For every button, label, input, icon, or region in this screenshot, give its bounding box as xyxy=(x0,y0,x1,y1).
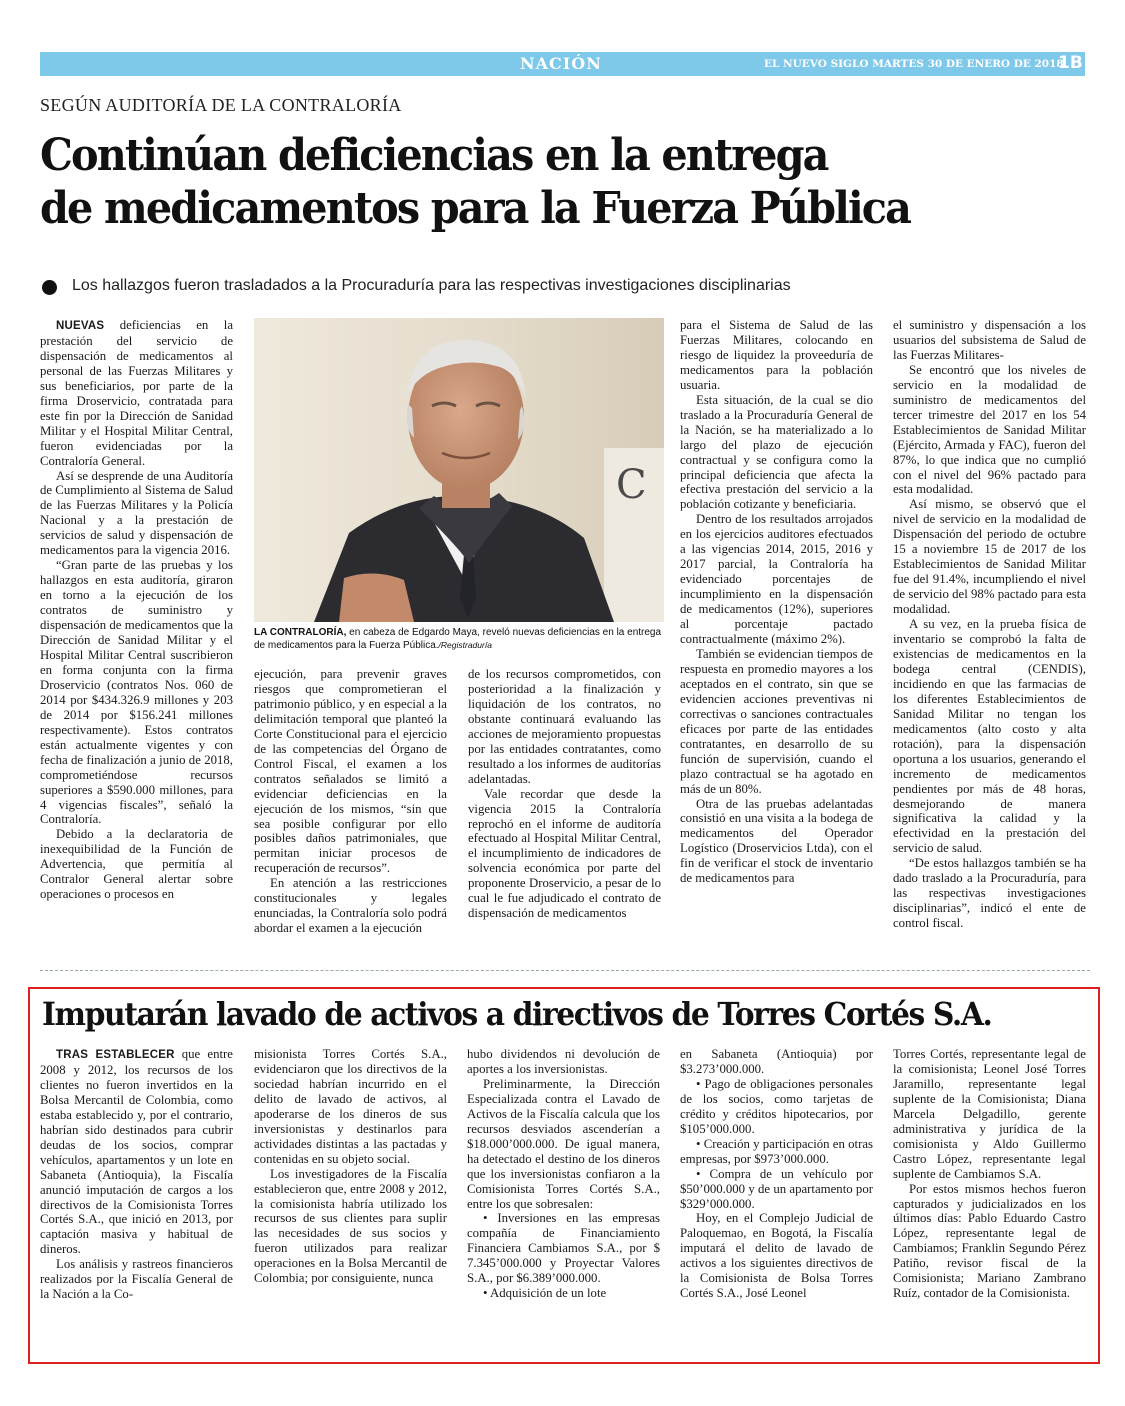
portrait-image xyxy=(254,318,664,622)
article-column-3 xyxy=(468,667,661,963)
paragraph: para el Sistema de Salud de las Fuerzas Militares, colocando en riesgo de liquidez la proveeduría de medicamentos para la población usuaria. xyxy=(680,318,873,392)
headline-line-1: Continúan deficiencias en la entrega xyxy=(40,130,828,181)
photo-caption xyxy=(254,626,664,652)
section-name: NACIÓN xyxy=(520,54,602,73)
paragraph: Los análisis y rastreos financieros realizados por la Fiscalía General de la Nación a la Co- xyxy=(40,1257,233,1302)
lead-word: TRAS ESTABLECER xyxy=(56,1049,175,1061)
paragraph: Se encontró que los niveles de servicio en la modalidad de suministro de medicamentos del tercer trimestre del 2017 en los 54 Establecimientos de Sanidad Militar (Ejército, Armada y FAC), fueron del 87%, lo que indica que no cumplió con el nivel del 96% pactado para esta modalidad. xyxy=(893,362,1086,497)
paragraph: • Compra de un vehículo por $50’000.000 y de un apartamento por $329’000.000. xyxy=(680,1166,873,1211)
headline xyxy=(40,130,1027,236)
paragraph: “De estos hallazgos también se ha dado traslado a la Procuraduría, para las respectivas investigaciones disciplinarias”, indicó el ente de control fiscal. xyxy=(893,856,1086,931)
paragraph: deficiencias en la prestación del servicio de dispensación de medicamentos al personal de las Fuerzas Militares y sus beneficiarios, por parte de la firma Droservicio, contratada para este fin por la Dirección de Sanidad Militar y el Hospital Militar Central, fueron evidenciadas por la Contraloría General. xyxy=(40,318,233,468)
second-article-column-4 xyxy=(680,1047,873,1352)
paragraph: Preliminarmente, la Dirección Especializada contra el Lavado de Activos de la Fiscalía calcula que los recursos desviados ascenderían a $18.000’000.000. De igual manera, ha detectado el destino de los dineros que los inversionistas confiaron a la Comisionista Torres Cortés S.A., entre los que sobresalen: xyxy=(467,1076,660,1211)
article-separator xyxy=(40,970,1090,971)
second-article-column-1 xyxy=(40,1047,233,1352)
headline-line-2: de medicamentos para la Fuerza Pública xyxy=(40,182,911,234)
article-column-4 xyxy=(680,318,873,963)
paragraph: • Adquisición de un lote xyxy=(483,1286,607,1301)
paragraph: • Creación y participación en otras empresas, por $973’000.000. xyxy=(680,1136,873,1166)
paragraph: Otra de las pruebas adelantadas consistió en una visita a la bodega de medicamentos del Operador Logístico (Droservicios Ltda), con el fin de verificar el stock de inventario de medicamentos para xyxy=(680,796,873,886)
paragraph: Dentro de los resultados arrojados en los ejercicios auditores efectuados a las vigencias 2014, 2015, 2016 y 2017 parcial, la Contraloría ha evidenciado porcentajes de incumplimiento en la dispensación de medicamentos (12%), superiores al porcentaje pactado contractualmente (máximo 2%). xyxy=(680,512,873,647)
bullet-icon xyxy=(42,280,57,295)
paragraph: Los investigadores de la Fiscalía establecieron que, entre 2008 y 2012, la comisionista habría utilizado los recursos de sus clientes para suplir las necesidades de sus socios y fueron utilizados para realizar operaciones en la Bolsa Mercantil de Colombia; por consiguiente, nunca xyxy=(254,1166,447,1286)
paragraph: Debido a la declaratoria de inexequibilidad de la Función de Advertencia, que permitía al Contralor General alertar sobre operaciones o procesos en xyxy=(40,827,233,902)
masthead-date: EL NUEVO SIGLO MARTES 30 DE ENERO DE 2018 xyxy=(764,58,1064,70)
paragraph: Hoy, en el Complejo Judicial de Paloquemao, en Bogotá, la Fiscalía imputará el delito de lavado de activos a los siguientes directivos de la Comisionista de Bolsa Torres Cortés S.A., José Leonel xyxy=(680,1211,873,1301)
paragraph: Torres Cortés, representante legal de la comisionista; Leonel José Torres Jaramillo, representante legal suplente de la Comisionista; Diana Marcela Delgadillo, gerente administrativa y jurídica de la comisionista y Aldo Guillermo Castro López, representante legal suplente de Cambiamos S.A. xyxy=(893,1047,1086,1181)
paragraph: Así mismo, se observó que el nivel de servicio en la modalidad de Dispensación del periodo de octubre 15 a noviembre 15 de 2017 de los Establecimientos de Sanidad Militar fue del 91.4%, incumpliendo el nivel de servicio del 98% pactado para esta modalidad. xyxy=(893,497,1086,617)
paragraph: También se evidencian tiempos de respuesta en promedio mayores a los aceptados en el contrato, sin que se evidencien acciones preventivas ni correctivas o sanciones contractuales eficaces por parte de las entidades contratantes, en desarrollo de su función de supervisión, cuando el plazo contractual se ha agotado en más de un 80%. xyxy=(680,646,873,796)
paragraph: hubo dividendos ni devolución de aportes a los inversionistas. xyxy=(467,1047,660,1076)
paragraph: que entre 2008 y 2012, los recursos de los clientes no fueron invertidos en la Bolsa Mercantil de Colombia, como estaba establecido y, por el contrario, habrían sido destinados para cubrir deudas de los socios, comprar vehículos, apartamentos y un lote en Sabaneta (Antioquia), la Fiscalía anunció imputación de cargos a los directivos de la Comisionista Torres Cortés S.A., que inició en 2013, por captación masiva y habitual de dineros. xyxy=(40,1047,233,1257)
second-article-column-3 xyxy=(467,1047,660,1352)
caption-text: en cabeza de Edgardo Maya, reveló nuevas deficiencias en la entrega de medicamentos para la Fuerza Pública. xyxy=(254,627,662,651)
contralor-photo xyxy=(254,318,664,622)
paragraph: el suministro y dispensación a los usuarios del subsistema de Salud de las Fuerzas Militares- xyxy=(893,318,1086,362)
paragraph: Por estos mismos hechos fueron capturados y judicializados en los últimos días: Pablo Eduardo Castro López, representante legal de Cambiamos; Franklin Segundo Pérez Patiño, revisor fiscal de la Comisionista; Mariano Zambrano Ruíz, contador de la Comisionista. xyxy=(893,1181,1086,1301)
paragraph: en Sabaneta (Antioquia) por $3.273’000.000. xyxy=(680,1047,873,1076)
article-column-5 xyxy=(893,318,1086,963)
paragraph: Vale recordar que desde la vigencia 2015 la Contraloría reprochó en el informe de auditoría efectuado al Hospital Militar Central, el incumplimiento de indicadores de solvencia económica por parte del proponente Droservicio, a pesar de lo cual le fue adjudicado el contrato de dispensación de medicamentos xyxy=(468,786,661,921)
second-headline: Imputarán lavado de activos a directivos de Torres Cortés S.A. xyxy=(42,995,992,1033)
lead-word: NUEVAS xyxy=(56,320,105,332)
paragraph: A su vez, en la prueba física de inventario se comprobó la falta de existencias de medicamentos en la bodega central (CENDIS), incidiendo en que las farmacias de los diferentes Establecimientos de Sanidad Militar no tengan los medicamentos (alto costo y alta rotación), para la dispensación oportuna a los usuarios, generando el incremento de medicamentos pendientes por más de 48 horas, desmejorando de manera significativa la calidad y la efectividad en la prestación del servicio de salud. xyxy=(893,617,1086,856)
paragraph: • Pago de obligaciones personales de los socios, como tarjetas de crédito y créditos hipotecarios, por $105’000.000. xyxy=(680,1076,873,1136)
paragraph: “Gran parte de las pruebas y los hallazgos en esta auditoría, giraron en torno a la ejecución de los contratos de suministro y dispensación de medicamentos que la Dirección de Sanidad Militar y el Hospital Militar Central suscribieron en forma conjunta con la firma Droservicio (contratos Nos. 060 de 2014 por $434.326.9 millones y 203 de 2014 por $156.241 millones respectivamente). Estos contratos están actualmente vigentes y con fecha de finalización a junio de 2018, comprometiéndose recursos superiores a $590.000 millones, para 4 vigencias fiscales”, señaló la Contraloría. xyxy=(40,558,233,827)
paragraph: • Inversiones en las empresas compañía de Financiamiento Financiera Cambiamos S.A., por $ 7.345’000.000 y Proyectar Valores S.A., por $6.389’000.000. xyxy=(467,1211,660,1286)
paragraph: Esta situación, de la cual se dio traslado a la Procuraduría General de la Nación, se ha materializado a lo largo del plazo de ejecución contractual y se configura como la principal deficiencia que afecta la efectiva prestación del servicio a la población cotizante y beneficiaria. xyxy=(680,392,873,512)
caption-label: LA CONTRALORÍA, xyxy=(254,627,347,638)
paragraph: de los recursos comprometidos, con posterioridad a la finalización y liquidación de los contratos, no obstante continuará evaluando las acciones de mejoramiento propuestas por las entidades contratantes, como resultado a los informes de auditorías adelantadas. xyxy=(468,667,661,786)
page-number: 1B xyxy=(1058,53,1083,73)
second-article-column-5 xyxy=(893,1047,1086,1352)
second-article-column-2 xyxy=(254,1047,447,1352)
paragraph: ejecución, para prevenir graves riesgos que comprometieran el patrimonio público, y en especial a la delimitación temporal que planteó la Corte Constitucional para el ejercicio de las competencias del Órgano de Control Fiscal, el examen a los contratos señalados se limitó a evidenciar deficiencias en la ejecución de los mismos, “sin que sea posible configurar por ello posibles daños patrimoniales, que permitan iniciar procesos de recuperación de recursos”. xyxy=(254,667,447,876)
subhead: Los hallazgos fueron trasladados a la Procuraduría para las respectivas investigaciones disciplinarias xyxy=(72,277,791,294)
article-column-2 xyxy=(254,667,447,963)
svg-text:C: C xyxy=(616,462,647,508)
paragraph: misionista Torres Cortés S.A., evidenciaron que los directivos de la sociedad habrían incurrido en el delito de lavado de activos, al apoderarse de los dineros de sus inversionistas y destinarlos para actividades distintas a las pactadas y contenidas en su objeto social. xyxy=(254,1047,447,1166)
kicker: SEGÚN AUDITORÍA DE LA CONTRALORÍA xyxy=(40,95,402,115)
photo-credit: /Registraduría xyxy=(438,640,492,650)
paragraph: Así se desprende de una Auditoría de Cumplimiento al Sistema de Salud de las Fuerzas Militares y la Policía Nacional y a la prestación de servicios de salud y dispensación de medicamentos para la vigencia 2016. xyxy=(40,468,233,558)
article-column-1 xyxy=(40,318,233,963)
paragraph: En atención a las restricciones constitucionales y legales enunciadas, la Contraloría solo podrá abordar el examen a la ejecución xyxy=(254,876,447,936)
